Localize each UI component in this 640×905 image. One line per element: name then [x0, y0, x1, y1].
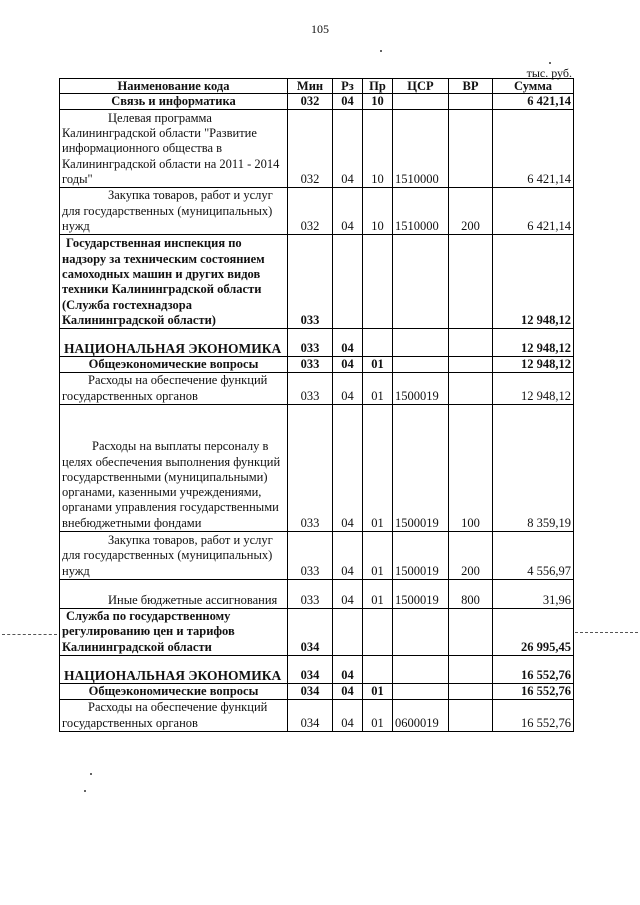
row-name-line: целях обеспечения выполнения функций	[62, 454, 281, 469]
row-name-line: самоходных машин и других видов	[62, 267, 261, 281]
row-name-line: нужд	[62, 563, 90, 578]
row-name-line: Закупка товаров, работ и услуг	[108, 188, 273, 203]
row-rz: 04	[333, 94, 363, 110]
row-min: 034	[288, 656, 333, 684]
table-row	[60, 110, 574, 188]
row-name	[60, 235, 288, 329]
row-sum: 16 552,76	[493, 700, 574, 732]
table-row	[60, 357, 574, 373]
row-min: 033	[288, 405, 333, 532]
row-csr: 1500019	[393, 532, 449, 580]
row-name	[60, 405, 288, 532]
table-row	[60, 188, 574, 235]
row-sum: 6 421,14	[493, 188, 574, 235]
row-name-line: государственных органов	[62, 388, 198, 403]
row-min: 032	[288, 188, 333, 235]
row-name-line: внебюджетными фондами	[62, 515, 202, 530]
row-rz	[333, 235, 363, 329]
row-csr	[393, 609, 449, 656]
row-name-line: (Служба гостехнадзора	[62, 297, 192, 312]
row-rz: 04	[333, 329, 363, 357]
row-vr	[449, 94, 493, 110]
row-min: 033	[288, 532, 333, 580]
row-pr: 10	[363, 188, 393, 235]
row-vr: 200	[449, 188, 493, 235]
row-min: 033	[288, 580, 333, 609]
row-csr: 1510000	[393, 188, 449, 235]
header-csr: ЦСР	[393, 79, 449, 94]
header-vr: ВР	[449, 79, 493, 94]
row-name	[60, 684, 288, 700]
row-name-line: Расходы на обеспечение функций	[88, 700, 268, 715]
row-sum: 8 359,19	[493, 405, 574, 532]
header-sum: Сумма	[493, 79, 574, 94]
row-name-line: органами управления государственными	[62, 500, 279, 515]
row-sum: 16 552,76	[493, 656, 574, 684]
row-name	[60, 580, 288, 609]
table-row	[60, 609, 574, 656]
row-name-line: НАЦИОНАЛЬНАЯ ЭКОНОМИКА	[64, 340, 282, 356]
row-pr: 01	[363, 373, 393, 405]
row-pr	[363, 609, 393, 656]
row-pr	[363, 235, 393, 329]
row-pr: 01	[363, 532, 393, 580]
row-name	[60, 656, 288, 684]
row-sum: 6 421,14	[493, 94, 574, 110]
row-vr	[449, 373, 493, 405]
row-sum: 12 948,12	[493, 329, 574, 357]
row-min: 033	[288, 357, 333, 373]
row-name-line: техники Калининградской области	[62, 282, 262, 297]
row-min: 033	[288, 235, 333, 329]
row-rz: 04	[333, 357, 363, 373]
row-name-line: Связь и информатика	[111, 94, 236, 108]
row-name	[60, 357, 288, 373]
row-sum: 12 948,12	[493, 235, 574, 329]
budget-table	[59, 78, 574, 732]
row-min: 033	[288, 373, 333, 405]
row-vr	[449, 684, 493, 700]
table-row	[60, 684, 574, 700]
row-name-line: для государственных (муниципальных)	[62, 548, 273, 563]
row-sum: 12 948,12	[493, 357, 574, 373]
table-row	[60, 405, 574, 532]
row-sum: 6 421,14	[493, 110, 574, 188]
table-row	[60, 235, 574, 329]
scan-fold-line-left	[2, 634, 57, 635]
row-pr: 01	[363, 700, 393, 732]
row-rz	[333, 609, 363, 656]
row-pr: 10	[363, 110, 393, 188]
row-name-line: Общеэкономические вопросы	[88, 357, 259, 372]
row-name	[60, 329, 288, 357]
row-name	[60, 609, 288, 656]
header-name: Наименование кода	[60, 79, 288, 94]
row-csr	[393, 235, 449, 329]
row-vr: 200	[449, 532, 493, 580]
row-name-line: надзору за техническим состоянием	[62, 251, 265, 266]
row-csr: 1500019	[393, 373, 449, 405]
row-pr	[363, 656, 393, 684]
row-name-line: Калининградской области на 2011 - 2014	[62, 156, 280, 171]
row-vr	[449, 110, 493, 188]
row-csr: 1500019	[393, 405, 449, 532]
row-csr: 1500019	[393, 580, 449, 609]
row-name	[60, 94, 288, 110]
row-name-line: нужд	[62, 218, 90, 233]
row-name-line: Служба по государственному	[66, 609, 231, 624]
scan-speck	[549, 62, 551, 64]
row-min: 034	[288, 609, 333, 656]
row-name-line: государственных органов	[62, 715, 198, 730]
row-name-line: Расходы на выплаты персоналу в	[92, 439, 269, 454]
row-csr: 1510000	[393, 110, 449, 188]
page-number: 105	[311, 22, 329, 36]
row-name	[60, 188, 288, 235]
row-name	[60, 110, 288, 188]
row-pr: 01	[363, 357, 393, 373]
row-min: 033	[288, 329, 333, 357]
table-row	[60, 580, 574, 609]
row-name-line: Калининградской области "Развитие	[62, 126, 257, 141]
row-name-line: Калининградской области)	[62, 312, 216, 327]
row-pr: 10	[363, 94, 393, 110]
scan-speck	[90, 773, 92, 775]
row-rz: 04	[333, 656, 363, 684]
row-pr: 01	[363, 684, 393, 700]
row-pr: 01	[363, 405, 393, 532]
row-vr	[449, 329, 493, 357]
header-min: Мин	[288, 79, 333, 94]
table-row	[60, 656, 574, 684]
row-rz: 04	[333, 532, 363, 580]
row-name-line: Целевая программа	[108, 110, 212, 125]
header-pr: Пр	[363, 79, 393, 94]
row-csr: 0600019	[393, 700, 449, 732]
table-row	[60, 532, 574, 580]
row-vr	[449, 656, 493, 684]
row-vr	[449, 357, 493, 373]
row-vr	[449, 700, 493, 732]
row-sum: 16 552,76	[493, 684, 574, 700]
row-name-line: Иные бюджетные ассигнования	[108, 592, 278, 607]
row-sum: 31,96	[493, 580, 574, 609]
row-name-line: регулированию цен и тарифов	[62, 624, 235, 639]
row-rz: 04	[333, 700, 363, 732]
row-vr: 100	[449, 405, 493, 532]
row-sum: 12 948,12	[493, 373, 574, 405]
row-rz: 04	[333, 684, 363, 700]
row-min: 032	[288, 94, 333, 110]
row-pr	[363, 329, 393, 357]
row-rz: 04	[333, 405, 363, 532]
table-row	[60, 329, 574, 357]
row-csr	[393, 94, 449, 110]
header-rz: Рз	[333, 79, 363, 94]
row-name	[60, 532, 288, 580]
row-name	[60, 373, 288, 405]
row-rz: 04	[333, 110, 363, 188]
table-row	[60, 373, 574, 405]
row-name-line: Государственная инспекция по	[66, 236, 242, 251]
row-name-line: государственными (муниципальными)	[62, 469, 268, 484]
row-sum: 4 556,97	[493, 532, 574, 580]
row-rz: 04	[333, 373, 363, 405]
row-vr: 800	[449, 580, 493, 609]
row-csr	[393, 357, 449, 373]
row-vr	[449, 235, 493, 329]
row-name-line: годы"	[62, 172, 93, 186]
row-name-line: для государственных (муниципальных)	[62, 203, 273, 218]
row-name-line: информационного общества в	[62, 141, 223, 156]
row-csr	[393, 684, 449, 700]
header-row	[60, 79, 574, 94]
units-label: тыс. руб.	[526, 66, 572, 80]
table-row	[60, 94, 574, 110]
scan-fold-line-right	[575, 632, 638, 633]
row-name-line: Калининградской области	[62, 639, 212, 654]
row-name-line: Общеэкономические вопросы	[88, 684, 259, 699]
row-csr	[393, 329, 449, 357]
row-sum: 26 995,45	[493, 609, 574, 656]
scan-speck	[84, 790, 86, 792]
row-rz: 04	[333, 580, 363, 609]
row-min: 034	[288, 700, 333, 732]
row-pr: 01	[363, 580, 393, 609]
row-name-line: органами, казенными учреждениями,	[62, 485, 262, 500]
row-name-line: Закупка товаров, работ и услуг	[108, 533, 273, 548]
row-vr	[449, 609, 493, 656]
table-row	[60, 700, 574, 732]
row-min: 034	[288, 684, 333, 700]
row-min: 032	[288, 110, 333, 188]
row-name	[60, 700, 288, 732]
scan-speck	[380, 50, 382, 52]
row-rz: 04	[333, 188, 363, 235]
row-name-line: НАЦИОНАЛЬНАЯ ЭКОНОМИКА	[64, 667, 282, 683]
row-csr	[393, 656, 449, 684]
row-name-line: Расходы на обеспечение функций	[88, 373, 268, 388]
